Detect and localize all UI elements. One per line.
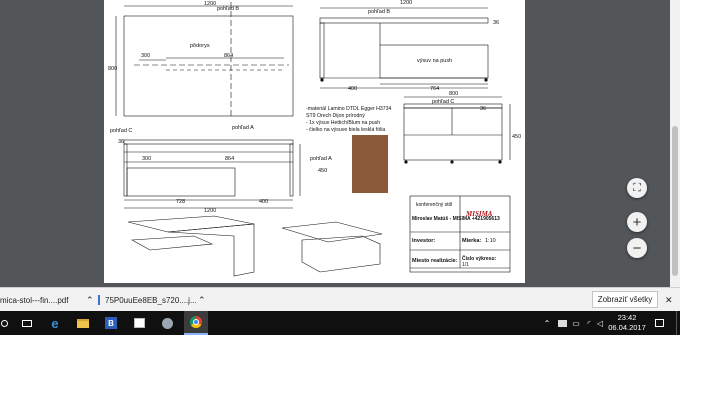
download-item-image[interactable] [98,288,197,312]
top-depth-label: 800 [108,66,118,72]
file-explorer-icon[interactable] [72,311,94,335]
chrome-icon[interactable] [184,311,208,335]
front-dim-400: 400 [259,199,269,205]
task-view-icon[interactable] [19,311,35,335]
title-investor-label: Investor: [412,238,436,244]
front-dim-864: 864 [225,156,235,162]
clock-date: 06.04.2017 [608,323,646,332]
show-desktop-button[interactable] [676,311,680,335]
search-icon[interactable] [0,311,8,335]
edge-icon[interactable]: e [51,315,59,331]
store-icon[interactable] [128,311,150,335]
file-icon [98,295,100,305]
front-dim-36: 36 [118,139,125,145]
top-label-c: pohľad C [110,128,133,134]
chevron-up-icon[interactable]: ⌃ [86,294,94,305]
top-dim-300: 300 [141,53,151,59]
front-dim-300: 300 [142,156,152,162]
note-4: - čielko na výsuve biela lesklá fólia [306,127,386,133]
app-tools-icon[interactable] [156,311,178,335]
misima-logo: MISIMA [466,210,493,218]
windows-taskbar [0,311,680,335]
network-icon[interactable]: ▭ [572,318,580,328]
front-label-a: pohľad A [310,156,332,162]
scrollbar-thumb[interactable] [672,126,678,276]
zoom-in-button[interactable]: + [627,212,647,232]
top-label-a: pohľad A [232,125,254,131]
download-item-image-name: 75P0uuEe8EB_s720....j... [105,295,197,305]
title-scale-value: 1:10 [485,238,496,244]
side-dim-764: 764 [430,86,440,92]
drawer-label: výsuv na push [417,58,453,64]
top-width-label: 1200 [204,1,217,7]
title-number-label: Číslo výkresu: [462,256,497,262]
side-dim-400: 400 [348,86,358,92]
end-dim-800: 800 [449,91,459,97]
end-dim-36: 36 [480,106,487,112]
side-width-label: 1200 [400,0,413,6]
chevron-up-icon[interactable]: ⌃ [198,294,206,305]
download-bar [0,287,680,311]
zoom-out-button[interactable]: − [627,238,647,258]
volume-icon[interactable]: ◁ [596,318,604,328]
note-1: -materiál Lamino DTDL Egger H3734 [306,106,392,112]
fit-page-button[interactable] [627,178,647,198]
top-dim-864: 864 [224,53,234,59]
wifi-icon[interactable]: ◜ [587,318,591,328]
title-place-label: Miesto realizácie: [412,258,458,264]
front-width: 1200 [204,208,217,214]
side-label-b: pohľad B [368,9,391,15]
pdf-page [104,0,525,283]
tray-chevron-up-icon[interactable]: ⌃ [543,318,551,328]
front-dim-728: 728 [176,199,186,205]
top-label-b: pohľad B [217,6,240,12]
title-project: konferenčný stôl [416,202,453,208]
tray-clock[interactable] [606,313,648,333]
note-3: - 1x výsuv Hettich/Blum na push [306,120,381,126]
close-icon[interactable]: ✕ [665,294,673,305]
note-2: ST9 Orech Dijon prírodný [306,113,365,119]
tray-app-icon[interactable] [556,311,568,335]
title-designer: Miroslav Matúš - MISIMA +421905613 [412,216,500,222]
app-b-icon[interactable]: B [100,311,122,335]
show-all-downloads-button[interactable]: Zobraziť všetky [592,291,658,308]
end-dim-450: 450 [512,134,522,140]
download-item-pdf-name: mica-stol---fin....pdf [0,295,69,305]
material-sample [352,135,388,193]
title-scale-label: Mierka: [462,238,482,244]
title-number-value: 1/1 [462,262,469,268]
side-dim-36: 36 [493,20,500,26]
download-item-pdf[interactable] [0,288,85,312]
end-label-c: pohľad C [432,99,455,105]
technical-drawing [104,0,525,283]
clock-time: 23:42 [617,313,637,322]
front-dim-450: 450 [318,168,328,174]
fit-page-icon: ⛶ [633,181,641,194]
top-center-label: pôdorys [190,43,210,49]
notifications-icon[interactable] [652,311,666,335]
